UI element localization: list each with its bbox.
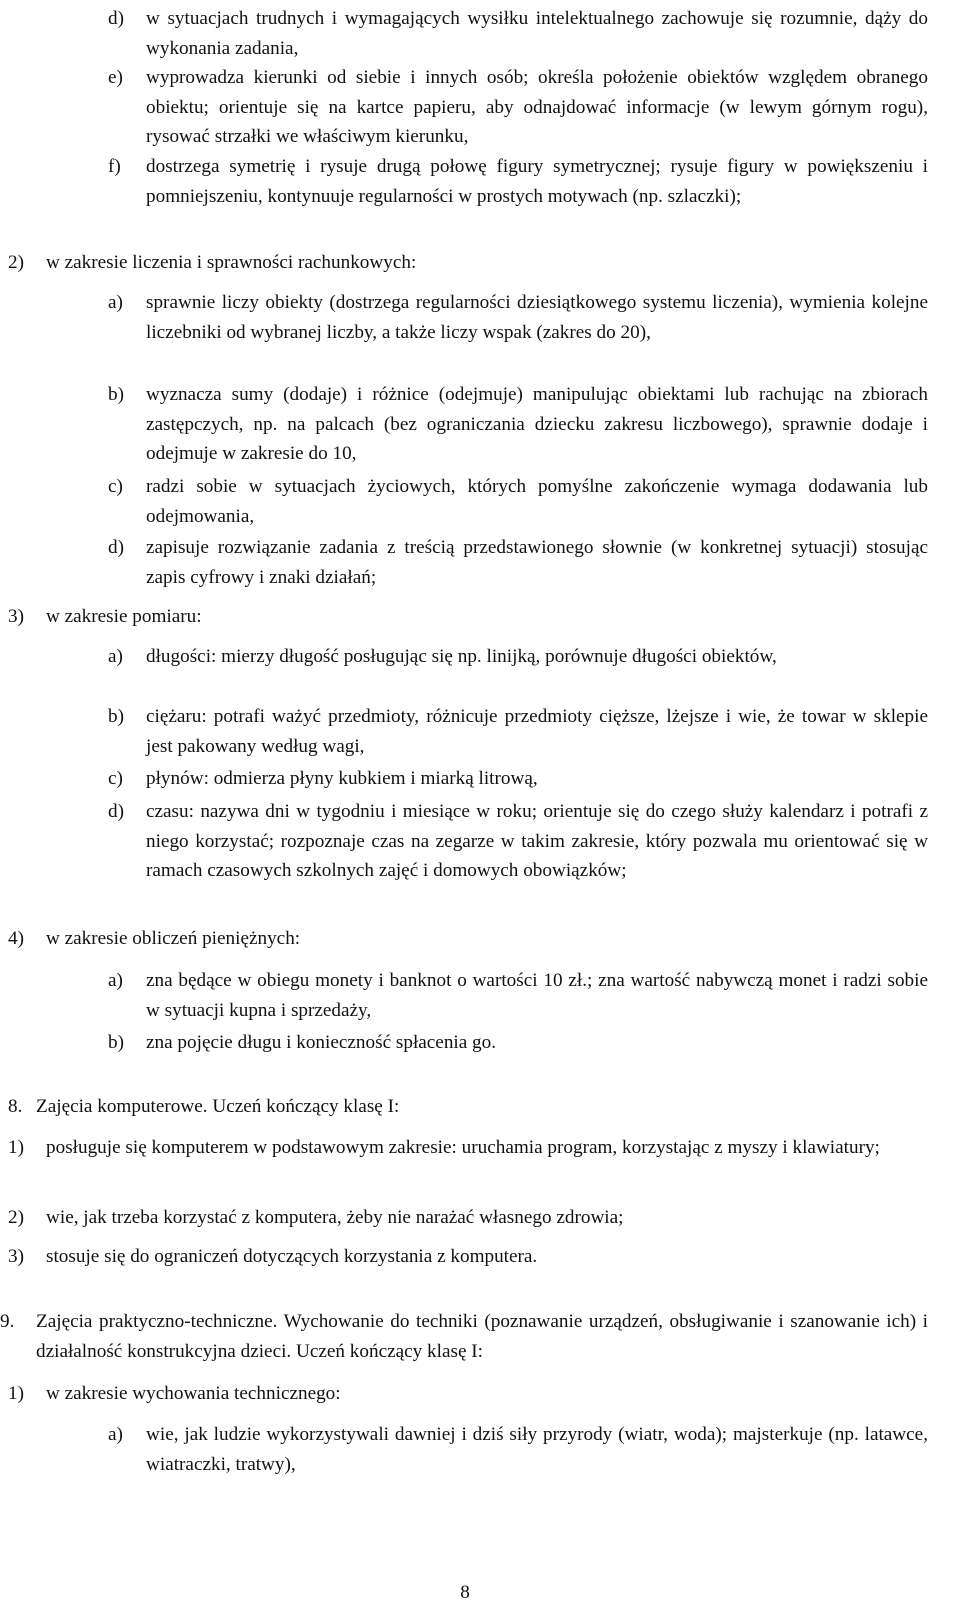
list-item-text: radzi sobie w sytuacjach życiowych, których pomyślne zakończenie wymaga dodawania lub odejmowania, bbox=[146, 476, 928, 527]
list-item-text: płynów: odmierza płyny kubkiem i miarką litrową, bbox=[146, 768, 538, 789]
list-item-text: w zakresie pomiaru: bbox=[46, 606, 202, 627]
list-item-2 bbox=[8, 248, 928, 278]
list-item-9-1a bbox=[108, 1420, 928, 1479]
list-item-text: zapisuje rozwiązanie zadania z treścią przedstawionego słownie (w konkretnej sytuacji) stosując zapis cyfrowy i znaki działań; bbox=[146, 537, 928, 588]
list-item-text: ciężaru: potrafi ważyć przedmioty, różnicuje przedmioty cięższe, lżejsze i wie, że towar w sklepie jest pakowany według wagi, bbox=[146, 706, 928, 757]
list-marker: 1) bbox=[8, 1383, 24, 1404]
list-marker: d) bbox=[108, 801, 124, 822]
list-item-4 bbox=[8, 924, 928, 954]
list-marker: 2) bbox=[8, 252, 24, 273]
list-item-text: wyznacza sumy (dodaje) i różnice (odejmuje) manipulując obiektami lub rachując na zbiorach zastępczych, np. na palcach (bez ograniczania dziecku zakresu liczbowego), sprawnie dodaje i odejmuje w zakresie do 10, bbox=[146, 384, 928, 464]
section-number: 9. bbox=[0, 1311, 15, 1332]
list-marker: a) bbox=[108, 646, 123, 667]
section-heading-text: Zajęcia praktyczno-techniczne. Wychowanie do techniki (poznawanie urządzeń, obsługiwanie i szanowanie ich) i działalność konstrukcyjna dzieci. Uczeń kończący klasę I: bbox=[36, 1311, 928, 1362]
list-item-8-3 bbox=[8, 1242, 928, 1272]
list-item-text: w zakresie obliczeń pieniężnych: bbox=[46, 928, 301, 949]
list-item-text: w sytuacjach trudnych i wymagających wysiłku intelektualnego zachowuje się rozumnie, dąży do wykonania zadania, bbox=[146, 8, 928, 59]
list-marker: c) bbox=[108, 476, 123, 497]
section-heading-text: Zajęcia komputerowe. Uczeń kończący klasę I: bbox=[36, 1096, 400, 1117]
list-item-3b bbox=[108, 702, 928, 761]
list-marker: 3) bbox=[8, 606, 24, 627]
list-item-d bbox=[108, 4, 928, 63]
list-item-text: zna będące w obiegu monety i banknot o wartości 10 zł.; zna wartość nabywczą monet i radzi sobie w sytuacji kupna i sprzedaży, bbox=[146, 970, 928, 1021]
list-marker: a) bbox=[108, 292, 123, 313]
page-number: 8 bbox=[460, 1582, 470, 1603]
section-number: 8. bbox=[8, 1096, 23, 1117]
list-marker: f) bbox=[108, 156, 121, 177]
list-item-3d bbox=[108, 797, 928, 886]
list-marker: 3) bbox=[8, 1246, 24, 1267]
list-marker: b) bbox=[108, 1032, 124, 1053]
section-heading-8 bbox=[8, 1092, 928, 1122]
list-marker: d) bbox=[108, 8, 124, 29]
list-marker: b) bbox=[108, 384, 124, 405]
list-marker: b) bbox=[108, 706, 124, 727]
list-item-2d bbox=[108, 533, 928, 592]
list-item-text: wie, jak trzeba korzystać z komputera, żeby nie narażać własnego zdrowia; bbox=[46, 1207, 624, 1228]
list-item-text: posługuje się komputerem w podstawowym zakresie: uruchamia program, korzystając z myszy i klawiatury; bbox=[46, 1137, 880, 1158]
list-item-2c bbox=[108, 472, 928, 531]
list-marker: c) bbox=[108, 768, 123, 789]
list-item-text: czasu: nazywa dni w tygodniu i miesiące w roku; orientuje się do czego służy kalendarz i potrafi z niego korzystać; rozpoznaje czas na zegarze w takim zakresie, który pozwala mu orientować się w ramach czasowych szkolnych zajęć i domowych obowiązków; bbox=[146, 801, 928, 881]
list-marker: 4) bbox=[8, 928, 24, 949]
list-item-9-1 bbox=[8, 1379, 928, 1409]
list-marker: e) bbox=[108, 67, 123, 88]
list-item-text: dostrzega symetrię i rysuje drugą połowę figury symetrycznej; rysuje figury w powiększeniu i pomniejszeniu, kontynuuje regularności w prostych motywach (np. szlaczki); bbox=[146, 156, 928, 207]
list-item-4a bbox=[108, 966, 928, 1025]
list-marker: 1) bbox=[8, 1137, 24, 1158]
list-item-f bbox=[108, 152, 928, 211]
list-item-3c bbox=[108, 764, 928, 794]
list-item-text: w zakresie wychowania technicznego: bbox=[46, 1383, 341, 1404]
list-marker: d) bbox=[108, 537, 124, 558]
list-marker: 2) bbox=[8, 1207, 24, 1228]
list-item-text: sprawnie liczy obiekty (dostrzega regularności dziesiątkowego systemu liczenia), wymienia kolejne liczebniki od wybranej liczby, a także liczy wspak (zakres do 20), bbox=[146, 292, 928, 343]
list-item-8-1 bbox=[8, 1133, 928, 1163]
list-item-3a bbox=[108, 642, 928, 672]
list-item-2a bbox=[108, 288, 928, 347]
list-item-text: w zakresie liczenia i sprawności rachunkowych: bbox=[46, 252, 417, 273]
list-item-text: stosuje się do ograniczeń dotyczących korzystania z komputera. bbox=[46, 1246, 538, 1267]
list-item-8-2 bbox=[8, 1203, 928, 1233]
list-item-4b bbox=[108, 1028, 928, 1058]
list-item-2b bbox=[108, 380, 928, 469]
list-item-e bbox=[108, 63, 928, 152]
list-item-text: wyprowadza kierunki od siebie i innych osób; określa położenie obiektów względem obranego obiektu; orientuje się na kartce papieru, aby odnajdować informacje (w lewym górnym rogu), rysować strzałki we właściwym kierunku, bbox=[146, 67, 928, 147]
list-item-text: zna pojęcie długu i konieczność spłacenia go. bbox=[146, 1032, 497, 1053]
list-marker: a) bbox=[108, 970, 123, 991]
section-heading-9 bbox=[0, 1307, 928, 1366]
list-item-text: wie, jak ludzie wykorzystywali dawniej i dziś siły przyrody (wiatr, woda); majsterkuje (np. latawce, wiatraczki, tratwy), bbox=[146, 1424, 928, 1475]
list-item-text: długości: mierzy długość posługując się np. linijką, porównuje długości obiektów, bbox=[146, 646, 777, 667]
list-item-3 bbox=[8, 602, 928, 632]
list-marker: a) bbox=[108, 1424, 123, 1445]
